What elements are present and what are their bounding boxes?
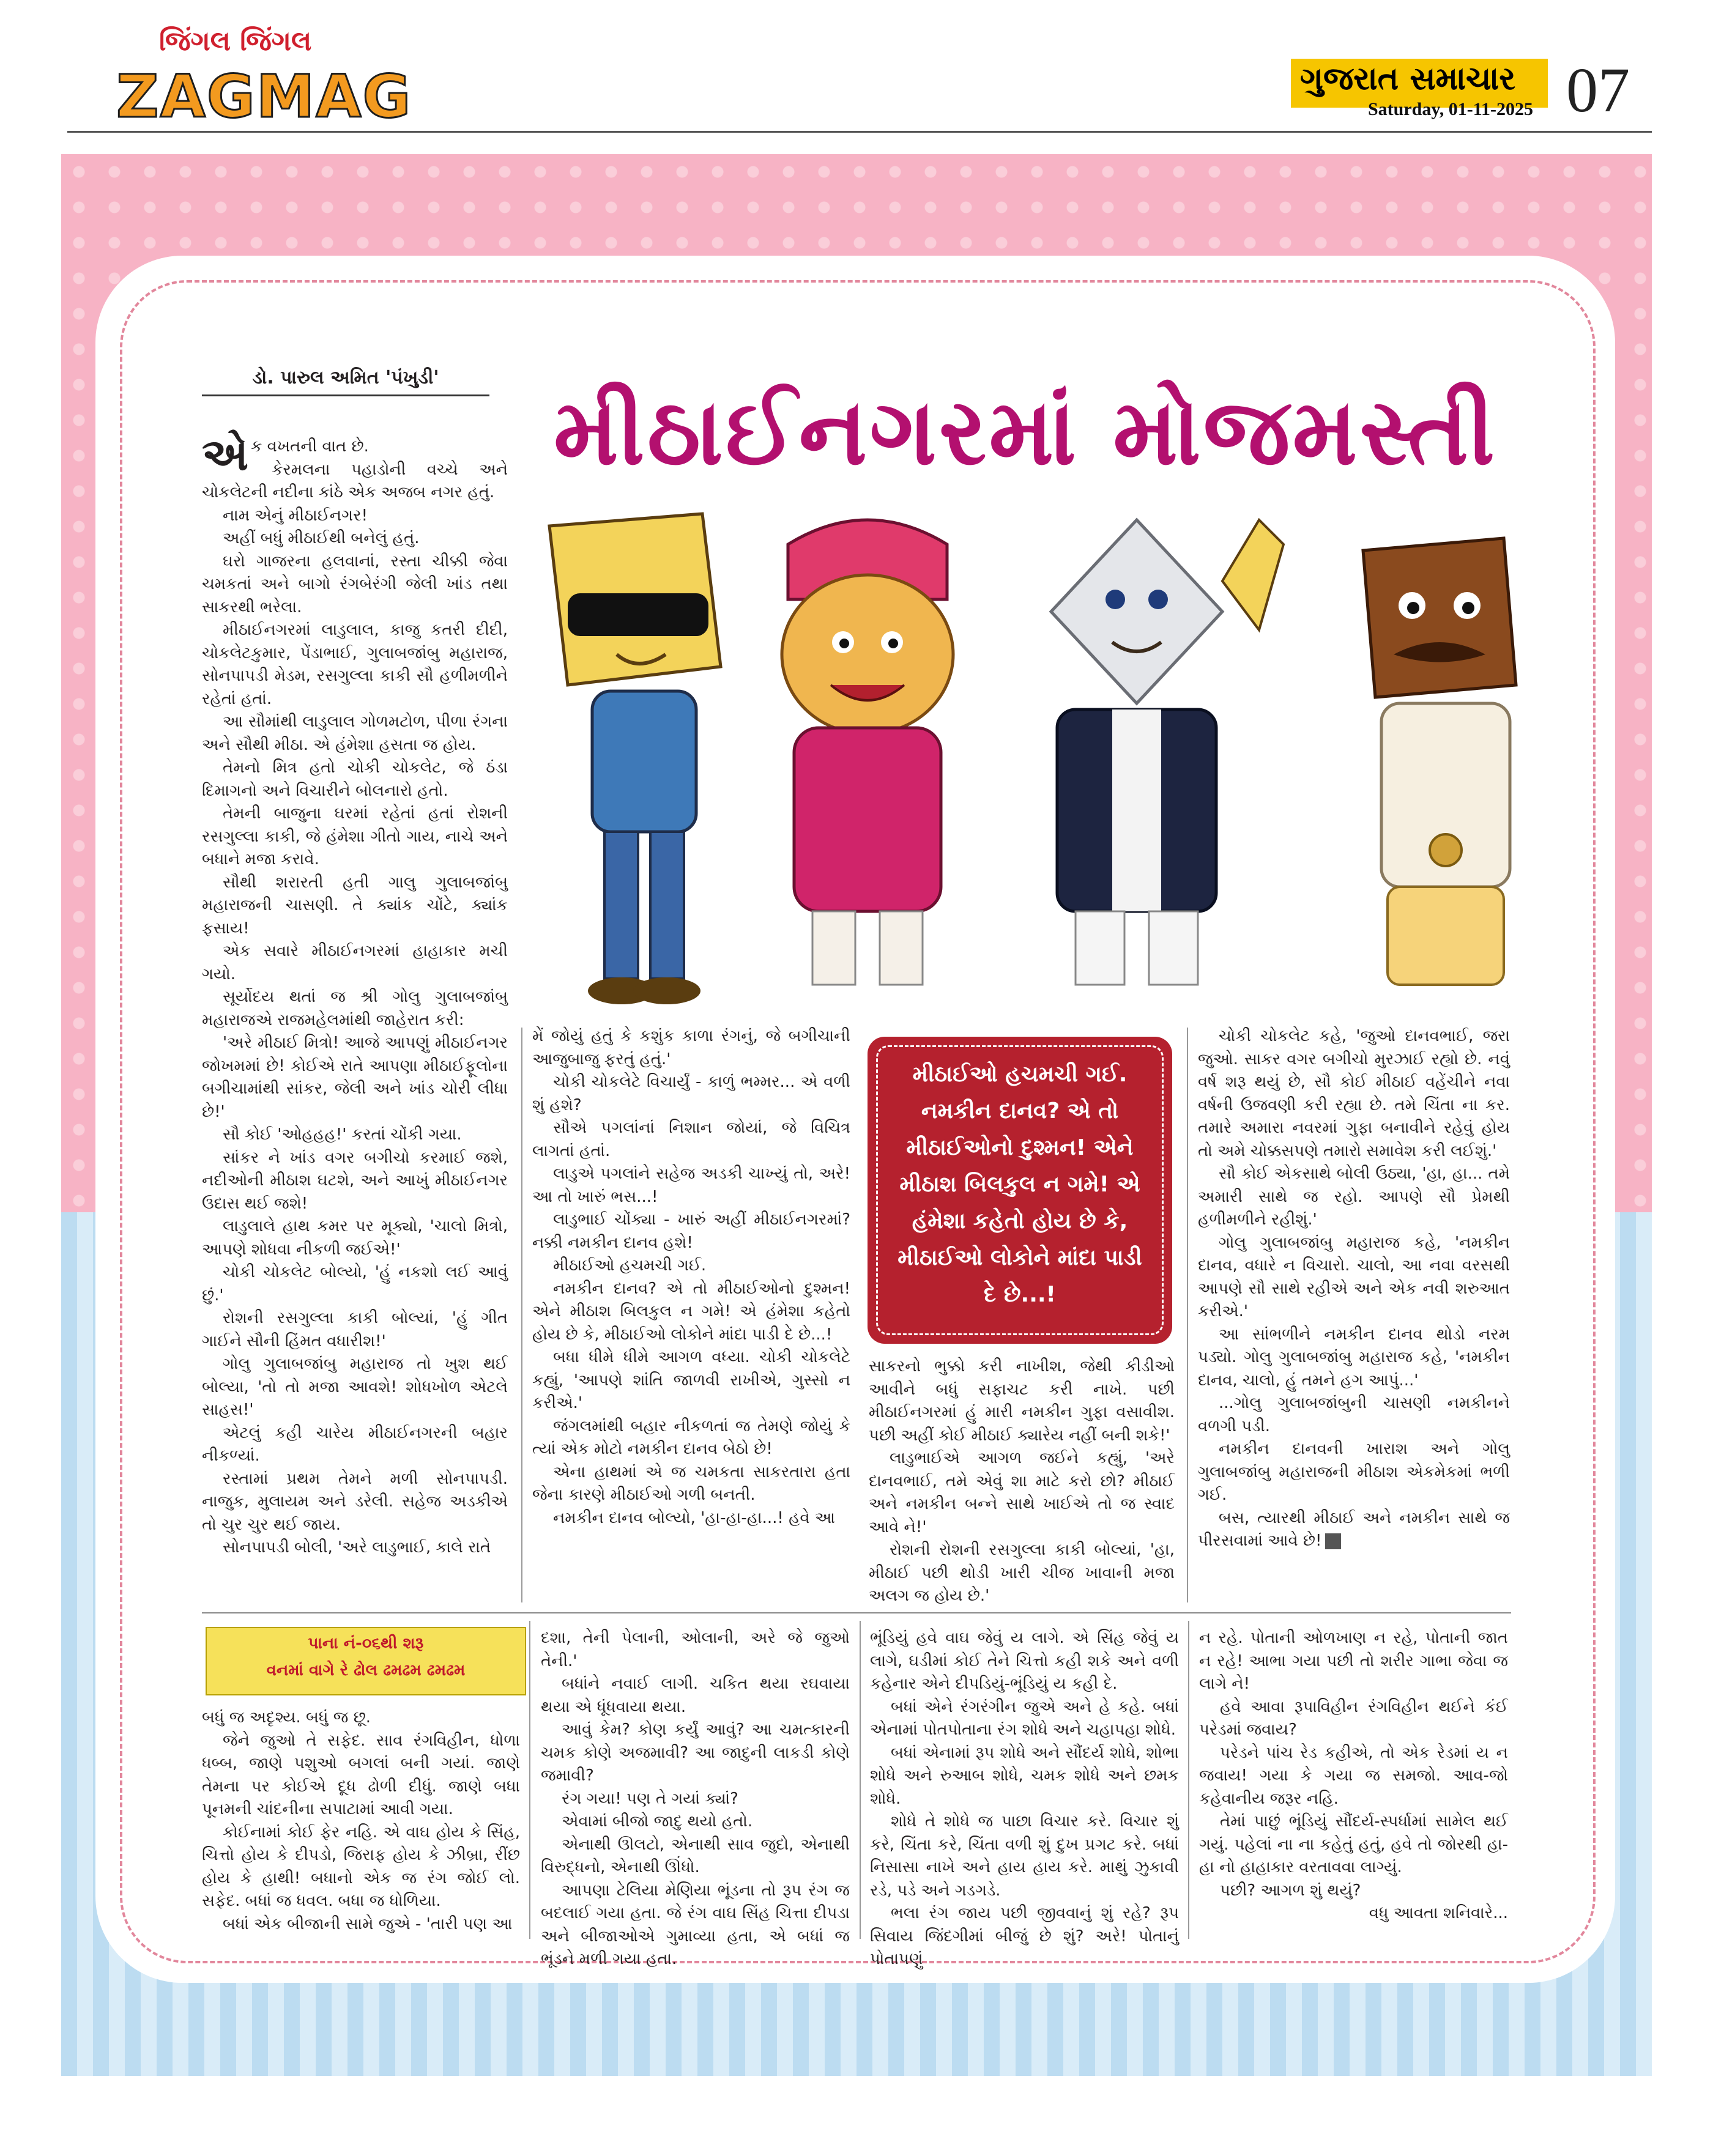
article-paragraph: રોશની રોશની રસગુલ્લા કાકી બોલ્યાં, 'હા, મીઠાઈ પછી થોડી ખારી ચીજ ખાવાની મજા અલગ જ હોય છે.' xyxy=(869,1541,1175,1605)
article-paragraph: સાંકર ને ખાંડ વગર બગીચો કરમાઈ જશે, નદીઓની મીઠાશ ઘટશે, અને આખું મીઠાઈનગર ઉદાસ થઈ જશે! xyxy=(202,1148,508,1213)
article-paragraph: મીઠાઈનગરમાં લાડુલાલ, કાજુ કતરી દીદી, ચોકલેટકુમાર, પેંડાભાઈ, ગુલાબજાંબુ મહારાજ, સોનપાપડી મેડમ, રસગુલ્લા કાકી સૌ હળીમળીને રહેતાં હતાં. xyxy=(202,621,508,708)
article-paragraph: બધા ધીમે ધીમે આગળ વધ્યા. ચોકી ચોકલેટે કહ્યું, 'આપણે શાંતિ જાળવી રાખીએ, ગુસ્સો ન કરીએ.' xyxy=(532,1348,850,1412)
article-paragraph: આ સૌમાંથી લાડુલાલ ગોળમટોળ, પીળા રંગના અને સૌથી મીઠા. એ હંમેશા હસતા જ હોય. xyxy=(202,713,508,754)
article-paragraph: સૌ કોઈ 'ઓહહહ!' કરતાં ચોંકી ગયા. xyxy=(223,1125,462,1144)
continuation-column-3 xyxy=(870,1627,1179,1971)
article-paragraph: લાડુલાલે હાથ કમર પર મૂક્યો, 'ચાલો મિત્રો, આપણે શોધવા નીકળી જઈએ!' xyxy=(202,1217,508,1259)
article-paragraph: નમકીન દાનવ બોલ્યો, 'હા-હા-હા...! હવે આ xyxy=(553,1508,836,1527)
article-paragraph: બધાં એને રંગરંગીન જુએ અને હે કહે. બધાં એનામાં પોતપોતાના રંગ શોધે અને ચહાપહા શોધે. xyxy=(870,1697,1179,1739)
article-paragraph: ગોલુ ગુલાબજાંબુ મહારાજ તો ખુશ થઈ બોલ્યા, 'તો તો મજા આવશે! શોધખોળ એટલે સાહસ!' xyxy=(202,1355,508,1419)
article-paragraph: હવે આવા રૂપાવિહીન રંગવિહીન થઈને કંઈ પરેડમાં જવાય? xyxy=(1199,1697,1508,1739)
article-paragraph: મીઠાઈઓ હચમચી ગઈ. xyxy=(553,1256,707,1275)
column-rule xyxy=(860,1621,861,1939)
article-paragraph: ચોકી ચોકલેટ બોલ્યો, 'હું નકશો લઈ આવું છું.' xyxy=(202,1263,508,1305)
article-paragraph: બધાંને નવાઈ લાગી. ચકિત થયા રઘવાયા થયા એ ધૂંધવાયા થયા. xyxy=(541,1675,850,1716)
article-paragraph: સૂર્યોદય થતાં જ શ્રી ગોલુ ગુલાબજાંબુ મહારાજએ રાજમહેલમાંથી જાહેરાત કરી: xyxy=(202,988,508,1029)
continuation-from: પાના નં-૦૬થી શરૂ xyxy=(308,1634,424,1653)
article-paragraph: રોશની રસગુલ્લા કાકી બોલ્યાં, 'હું ગીત ગાઈને સૌની હિંમત વધારીશ!' xyxy=(202,1309,508,1350)
continuation-column-1 xyxy=(202,1706,520,1936)
article-paragraph: એક સવારે મીઠાઈનગરમાં હાહાકાર મચી ગયો. xyxy=(202,942,508,984)
article-paragraph: એક વખતની વાત છે. xyxy=(202,429,369,480)
article-paragraph: સોનપાપડી બોલી, 'અરે લાડુભાઈ, કાલે રાતે xyxy=(223,1538,491,1557)
article-paragraph: ભલા રંગ જાય પછી જીવવાનું શું રહે? રૂપ સિવાય જિંદગીમાં બીજું છે શું? અરે! પોતાનું પોતાપણું xyxy=(870,1904,1179,1968)
article-paragraph: ચોકી ચોકલેટે વિચાર્યું - કાળું ભમ્મર... એ વળી શું હશે? xyxy=(532,1073,850,1114)
kaju-katri-character xyxy=(1051,520,1284,985)
chocolate-character xyxy=(1363,538,1516,985)
byline: ડો. પારુલ અમિત 'પંખુડી' xyxy=(202,367,489,396)
article-paragraph: પરેડને પાંચ રેડ કહીએ, તો એક રેડમાં ય ન જવાય! ગયા કે ગયા જ સમજો. આવ-જો કહેવાનીય જરૂર નહિ. xyxy=(1199,1743,1508,1808)
article-paragraph: કોઈનામાં કોઈ ફેર નહિ. એ વાઘ હોય કે સિંહ, ચિત્તો હોય કે દીપડો, જિરાફ હોય કે ઝીબ્રા, રીંછ હોય કે હાથી! બધાનો એક જ રંગ જોઈ લો. સફેદ. બધાં જ ધવલ. બધા જ ધોળિયા. xyxy=(202,1823,520,1910)
column-rule xyxy=(1187,1028,1188,1602)
article-paragraph: ...ગોલુ ગુલાબજાંબુની ચાસણી નમકીનને વળગી પડી. xyxy=(1198,1394,1510,1435)
article-paragraph: તેમની બાજુના ઘરમાં રહેતાં હતાં રોશની રસગુલ્લા કાકી, જે હંમેશા ગીતો ગાય, નાચે અને બધાને મજા કરાવે. xyxy=(202,804,508,869)
article-paragraph: સાકરનો ભુક્કો કરી નાખીશ, જેથી કીડીઓ આવીને બધું સફાચટ કરી નાખે. પછી મીઠાઈનગરમાં હું મારી નમકીન ગુફા વસાવીશ. પછી અહીં કોઈ મીઠાઈ ક્યારેય નહીં બની શકે!' xyxy=(869,1357,1175,1445)
pull-quote-box xyxy=(868,1037,1172,1344)
end-mark xyxy=(1325,1533,1341,1549)
article-paragraph: રસ્તામાં પ્રથમ તેમને મળી સોનપાપડી. નાજુક, મુલાયમ અને ડરેલી. સહેજ અડકીએ તો ચુર ચુર થઈ જાય. xyxy=(202,1469,508,1534)
article-paragraph: નામ એનું મીઠાઈનગર! xyxy=(223,506,368,525)
continuation-title: વનમાં વાગે રે ઢોલ ઢમઢમ ઢમઢમ xyxy=(266,1661,466,1680)
article-column-2 xyxy=(532,1025,850,1530)
article-paragraph: સૌએ પગલાંનાં નિશાન જોયાં, જે વિચિત્ર લાગતાં હતાં. xyxy=(532,1119,850,1160)
article-paragraph: બધું જ અદૃશ્ય. બધું જ છૂ. xyxy=(202,1708,371,1727)
page-number: 07 xyxy=(1566,55,1630,125)
article-paragraph xyxy=(1198,1507,1510,1553)
article-paragraph: 'અરે મીઠાઈ મિત્રો! આજે આપણું મીઠાઈનગર જોખમમાં છે! કોઈએ રાતે આપણા મીઠાઈફૂલોના બગીચામાંથી સાંકર, જેલી અને ખાંડ ચોરી લીધા છે!' xyxy=(202,1034,508,1121)
closing-line: બસ, ત્યારથી મીઠાઈ અને નમકીન સાથે જ પીરસવામાં આવે છે! xyxy=(1198,1508,1510,1550)
continuation-column-4 xyxy=(1199,1627,1508,1925)
article-paragraph: અહીં બધું મીઠાઈથી બનેલું હતું. xyxy=(223,529,420,547)
column-rule xyxy=(1188,1621,1189,1939)
column-rule xyxy=(521,1028,522,1602)
article-paragraph: ચોકી ચોકલેટ કહે, 'જુઓ દાનવભાઈ, જરા જુઓ. સાકર વગર બગીચો મુરઝાઈ રહ્યો છે. નવું વર્ષ શરૂ થયું છે, સૌ કોઈ મીઠાઈ વહેંચીને નવા વર્ષની ઉજવણી કરી રહ્યા છે. તમે ચિંતા ના કર. તમારે અમારા નવરમાં ગુફા બનાવીને રહેવું હોય તો અમે ચોક્કસપણે તમારો સમાવેશ કરી લઈશું.' xyxy=(1198,1027,1510,1160)
article-paragraph: લાડુભાઈ ચોંક્યા - ખારું અહીં મીઠાઈનગરમાં? નક્કી નમકીન દાનવ હશે! xyxy=(532,1210,850,1252)
article-column-3 xyxy=(869,1355,1175,1608)
logo-wordmark: ZAGMAG xyxy=(116,62,412,131)
article-paragraph: એટલું કહી ચારેય મીઠાઈનગરની બહાર નીકળ્યાં. xyxy=(202,1423,508,1465)
article-paragraph: તેમાં પાછું ભૂંડિયું સૌંદર્ય-સ્પર્ધામાં સામેલ થઈ ગયું. પહેલાં ના ના કહેતું હતું, હવે તો જોરથી હા-હા નો હાહાકાર વરતાવવા લાગ્યું. xyxy=(1199,1812,1508,1876)
article-paragraph: આ સાંભળીને નમકીન દાનવ થોડો નરમ પડ્યો. ગોલુ ગુલાબજાંબુ મહારાજ કહે, 'નમકીન દાનવ, ચાલો, હું તમને હગ આપું...' xyxy=(1198,1325,1510,1390)
article-paragraph: એના હાથમાં એ જ ચમકતા સાકરતારા હતા જેના કારણે મીઠાઈઓ ગળી બનતી. xyxy=(532,1462,850,1504)
article-paragraph: પછી? આગળ શું થયું? xyxy=(1220,1881,1361,1900)
article-paragraph: શોધે તે શોધે જ પાછા વિચાર કરે. વિચાર શું કરે, ચિંતા કરે, ચિંતા વળી શું દુખ પ્રગટ કરે. બધાં નિસાસા નાખે અને હાય હાય કરે. માથું ઝુકાવી રડે, પડે અને ગડગડે. xyxy=(870,1812,1179,1900)
article-paragraph: લાડુભાઈએ આગળ જઈને કહ્યું, 'અરે દાનવભાઈ, તમે એવું શા માટે કરો છો? મીઠાઈ અને નમકીન બન્ને સાથે ખાઈએ તો જ સ્વાદ આવે ને!' xyxy=(869,1449,1175,1536)
barfi-character xyxy=(549,514,721,1004)
article-paragraph: તેમનો મિત્ર હતો ચોકી ચોકલેટ, જે ઠંડા દિમાગનો અને વિચારીને બોલનારો હતો. xyxy=(202,758,508,800)
article-paragraph: જેને જુઓ તે સફેદ. સાવ રંગવિહીન, ધોળા ધબ્બ, જાણે પશુઓ બગલાં બની ગયાં. જાણે તેમના પર કોઈએ દૂધ ઢોળી દીધું. જાણે બધા પૂનમની ચાંદનીના સપાટામાં આવી ગયા. xyxy=(202,1731,520,1818)
column-rule xyxy=(529,1621,530,1939)
article-paragraph: નમકીન દાનવની ખારાશ અને ગોલુ ગુલાબજાંબુ મહારાજની મીઠાશ એકમેકમાં ભળી ગઈ. xyxy=(1198,1440,1510,1504)
article-paragraph: ઘરો ગાજરના હલવાનાં, રસ્તા ચીક્કી જેવા ચમકતાં અને બાગો રંગબેરંગી જેલી ખાંડ તથા સાકરથી ભરેલા. xyxy=(202,552,508,617)
article-paragraph: સૌ કોઈ એકસાથે બોલી ઉઠ્યા, 'હા, હા... તમે અમારી સાથે જ રહો. આપણે સૌ પ્રેમથી હળીમળીને રહીશું.' xyxy=(1198,1165,1510,1229)
to-be-continued: વધુ આવતા શનિવારે... xyxy=(1369,1904,1508,1922)
continuation-column-2 xyxy=(541,1627,850,1971)
article-paragraph: રંગ ગયા! પણ તે ગયાં ક્યાં? xyxy=(562,1789,738,1808)
article-paragraph: સૌથી શરારતી હતી ગાલુ ગુલાબજાંબુ મહારાજની ચાસણી. તે ક્યાંક ચોંટે, ક્યાંક ફસાય! xyxy=(202,873,508,938)
article-paragraph: એવામાં બીજો જાદુ થયો હતો. xyxy=(562,1812,753,1831)
header-rule xyxy=(67,131,1652,133)
article-paragraph: મેં જોયું હતું કે કશુંક કાળા રંગનું, જે બગીચાની આજુબાજુ ફરતું હતું.' xyxy=(532,1027,850,1069)
article-paragraph: કેરમલના પહાડોની વચ્ચે અને ચોકલેટની નદીના કાંઠે એક અજબ નગર હતું. xyxy=(202,460,508,502)
article-paragraph: એનાથી ઊલટો, એનાથી સાવ જુદો, એનાથી વિરુદ્ધનો, એનાથી ઊંધો. xyxy=(541,1835,850,1876)
logo-top-text: જિંગલ જિંગલ xyxy=(159,26,312,57)
sweets-characters-illustration xyxy=(525,508,1638,1021)
article-paragraph: બધાં એનામાં રૂપ શોધે અને સૌંદર્ય શોધે, શોભા શોધે અને રુઆબ શોધે, ચમક શોધે અને છમક શોધે. xyxy=(870,1743,1179,1808)
article-paragraph: ભૂંડિયું હવે વાઘ જેવું ય લાગે. એ સિંહ જેવું ય લાગે, ઘડીમાં કોઈ તેને ચિત્તો કહી શકે અને વળી કહેનાર એને દીપડિયું-ભૂંડિયું ય કહી દે. xyxy=(870,1629,1179,1693)
article-paragraph: ગોલુ ગુલાબજાંબુ મહારાજ કહે, 'નમકીન દાનવ, વધારે ન વિચારો. ચાલો, આ નવા વરસથી આપણે સૌ સાથે રહીએ અને એક નવી શરુઆત કરીએ.' xyxy=(1198,1233,1510,1321)
article-paragraph: લાડુએ પગલાંને સહેજ અડકી ચાખ્યું તો, અરે! આ તો ખારું ભસ...! xyxy=(532,1165,850,1206)
article-paragraph: બધાં એક બીજાની સામે જુએ - 'તારી પણ આ xyxy=(223,1914,513,1933)
article-title: મીઠાઈનગરમાં મોજમસ્તી xyxy=(554,379,1498,486)
drop-cap: એ xyxy=(202,429,248,480)
article-column-1 xyxy=(202,429,508,1560)
zagmag-logo xyxy=(116,26,412,136)
issue-date: Saturday, 01-11-2025 xyxy=(1368,99,1534,119)
masthead-name: ગુજરાત સમાચાર xyxy=(1300,60,1516,97)
article-column-4 xyxy=(1198,1025,1510,1553)
laddu-character xyxy=(782,520,953,985)
pull-quote-text: મીઠાઈઓ હચમચી ગઈ. નમકીન દાનવ? એ તો મીઠાઈઓનો દુશ્મન! એને મીઠાશ બિલકુલ ન ગમે! એ હંમેશા કહેતો હોય છે કે, મીઠાઈઓ લોકોને માંદા પાડી દે છે...! xyxy=(897,1062,1142,1307)
continuation-header xyxy=(206,1627,526,1695)
logo-main-text xyxy=(116,62,412,131)
section-divider xyxy=(202,1612,1511,1613)
article-paragraph: નમકીન દાનવ? એ તો મીઠાઈઓનો દુશ્મન! એને મીઠાશ બિલકુલ ન ગમે! એ હંમેશા કહેતો હોય છે કે, મીઠાઈઓ લોકોને માંદા પાડી દે છે...! xyxy=(532,1279,850,1344)
article-paragraph: આવું કેમ? કોણ કર્યું આવું? આ ચમત્કારની ચમક કોણે અજમાવી? આ જાદુની લાકડી કોણે જમાવી? xyxy=(541,1721,850,1785)
article-paragraph: આપણા ટેલિયા મેણિયા ભૂંડના તો રૂપ રંગ જ બદલાઈ ગયા હતા. જે રંગ વાઘ સિંહ ચિત્તા દીપડા અને બીજાઓએ ગુમાવ્યા હતા, એ બધાં જ ભૂંડને મળી ગયા હતા. xyxy=(541,1881,850,1968)
article-paragraph: ન રહે. પોતાની ઓળખાણ ન રહે, પોતાની જાત ન રહે! આભા ગયા પછી તો શરીર ગાભા જેવા જ લાગે ને! xyxy=(1199,1629,1508,1693)
article-paragraph: દશા, તેની પેલાની, ઓલાની, અરે જે જુઓ તેની.' xyxy=(541,1629,850,1670)
article-paragraph: જંગલમાંથી બહાર નીકળતાં જ તેમણે જોયું કે ત્યાં એક મોટો નમકીન દાનવ બેઠો છે! xyxy=(532,1417,850,1458)
